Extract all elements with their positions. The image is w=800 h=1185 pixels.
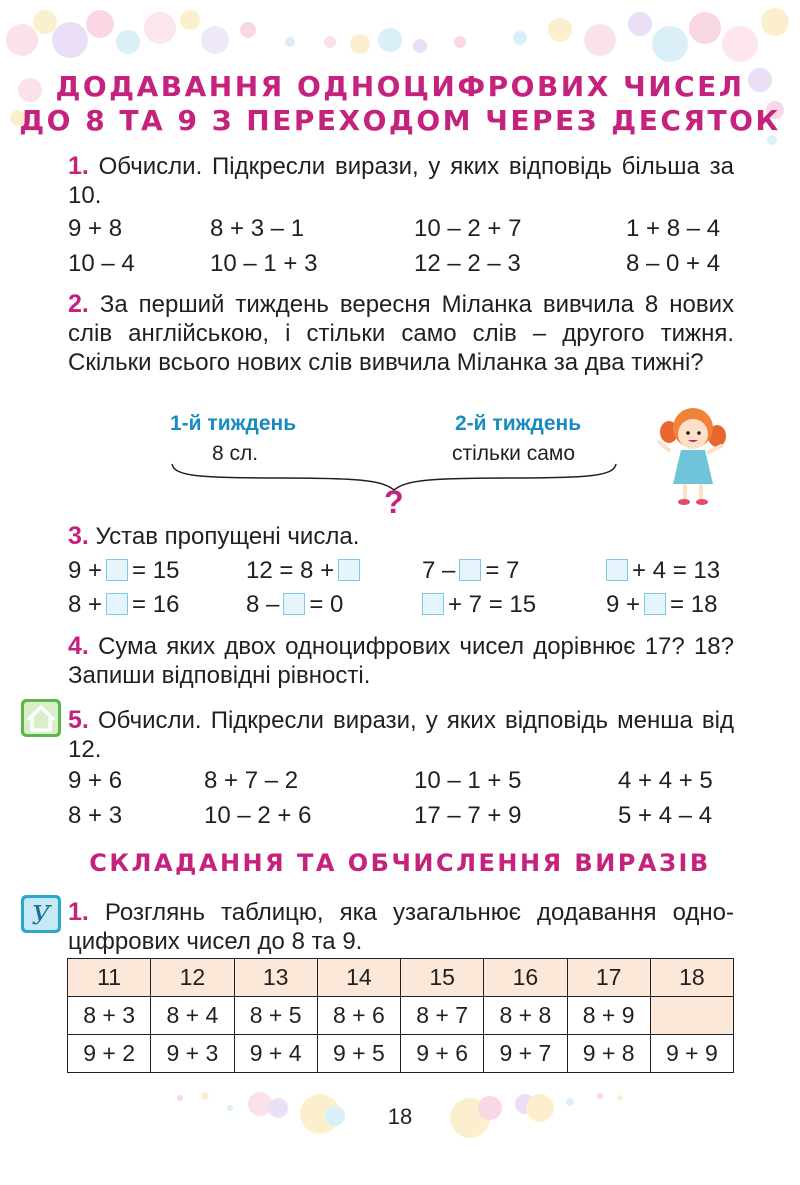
- task5-text: [68, 706, 734, 764]
- task5-expr: 17 – 7 + 9: [414, 802, 522, 829]
- table-cell: 16: [484, 959, 567, 997]
- eq-part: = 18: [670, 591, 718, 618]
- table-cell: 9 + 7: [484, 1035, 567, 1073]
- u-letter-icon: [20, 894, 62, 934]
- task1-expr: 12 – 2 – 3: [414, 250, 521, 277]
- addition-table: [67, 958, 734, 1073]
- answer-box[interactable]: [106, 593, 128, 615]
- table-cell: 18: [650, 959, 733, 997]
- task5-number: 5.: [68, 706, 89, 734]
- eq-part: 8 –: [246, 591, 280, 618]
- table-cell: 8 + 7: [401, 997, 484, 1035]
- table-cell: 8 + 9: [567, 997, 650, 1035]
- table-cell: 9 + 6: [401, 1035, 484, 1073]
- task1-expr: 1 + 8 – 4: [626, 215, 721, 242]
- task5-expr: 5 + 4 – 4: [618, 802, 713, 829]
- task3-equation: [68, 590, 179, 619]
- task3-text: [68, 522, 734, 551]
- home-icon: [20, 698, 62, 738]
- task3-equation: [246, 556, 364, 585]
- task1-expr: 10 – 2 + 7: [414, 215, 522, 242]
- answer-box[interactable]: [283, 593, 305, 615]
- task3-equation: [68, 556, 179, 585]
- eq-part: = 15: [132, 557, 180, 584]
- eq-part: = 16: [132, 591, 180, 618]
- answer-box[interactable]: [422, 593, 444, 615]
- task2-problem: За перший тиждень вересня Міланка вивчила 8 нових слів англійською, і стільки само слів – другого тижня. Скільки всього нових слів вивчила Міланка за два тижні?: [68, 291, 734, 376]
- task1-expr: 10 – 4: [68, 250, 135, 277]
- table-cell: 9 + 9: [650, 1035, 733, 1073]
- table-cell: 9 + 2: [68, 1035, 151, 1073]
- task4-text: [68, 632, 734, 690]
- answer-box[interactable]: [606, 559, 628, 581]
- page-number: 18: [387, 1104, 413, 1129]
- eq-part: + 4 = 13: [632, 557, 721, 584]
- s2-task1-text: [68, 898, 734, 956]
- eq-part: 9 +: [606, 591, 641, 618]
- table-cell: 8 + 5: [234, 997, 317, 1035]
- table-cell: 12: [151, 959, 234, 997]
- eq-part: 7 –: [422, 557, 456, 584]
- table-cell: 17: [567, 959, 650, 997]
- table-cell: 9 + 8: [567, 1035, 650, 1073]
- table-cell: 8 + 3: [68, 997, 151, 1035]
- task5-expr: 8 + 7 – 2: [204, 767, 299, 794]
- table-row: [68, 1035, 734, 1073]
- table-cell: 14: [317, 959, 400, 997]
- task3-equation: [246, 590, 343, 619]
- week2-value: стільки само: [452, 442, 576, 465]
- page-title-line2: ДО 8 ТА 9 З ПЕРЕХОДОМ ЧЕРЕЗ ДЕСЯТОК: [19, 104, 781, 137]
- task1-expr: 10 – 1 + 3: [210, 250, 318, 277]
- task1-number: 1.: [68, 152, 89, 180]
- task5-expr: 10 – 2 + 6: [204, 802, 312, 829]
- task3-number: 3.: [68, 522, 89, 550]
- table-row: [68, 959, 734, 997]
- svg-text:У: У: [31, 901, 51, 931]
- table-cell: 15: [401, 959, 484, 997]
- task5-expr: 10 – 1 + 5: [414, 767, 522, 794]
- task4-number: 4.: [68, 632, 89, 660]
- eq-part: = 0: [309, 591, 344, 618]
- eq-part: 9 +: [68, 557, 103, 584]
- eq-part: = 7: [485, 557, 520, 584]
- page-title: [0, 70, 800, 138]
- eq-part: 8 +: [68, 591, 103, 618]
- task3-equation: [418, 590, 536, 619]
- task5-expr: 8 + 3: [68, 802, 123, 829]
- table-cell: 9 + 5: [317, 1035, 400, 1073]
- task1-expr: 9 + 8: [68, 215, 123, 242]
- task1-instruction: Обчисли. Підкресли вирази, у яких відповідь більша за 10.: [68, 153, 734, 209]
- task1-expr: 8 – 0 + 4: [626, 250, 721, 277]
- task5-instruction: Обчисли. Підкресли вирази, у яких відповідь менша від 12.: [68, 707, 734, 763]
- answer-box[interactable]: [459, 559, 481, 581]
- table-cell: 13: [234, 959, 317, 997]
- answer-box[interactable]: [338, 559, 360, 581]
- eq-part: 12 = 8 +: [246, 557, 335, 584]
- girl-illustration: [655, 402, 735, 510]
- table-cell: 9 + 3: [151, 1035, 234, 1073]
- task2-number: 2.: [68, 290, 89, 318]
- eq-part: + 7 = 15: [448, 591, 537, 618]
- table-cell: 8 + 6: [317, 997, 400, 1035]
- task1-text: [68, 152, 734, 210]
- table-cell: 8 + 8: [484, 997, 567, 1035]
- table-row: [68, 997, 734, 1035]
- task5-expr: 4 + 4 + 5: [618, 767, 713, 794]
- task2-text: [68, 290, 734, 377]
- answer-box[interactable]: [644, 593, 666, 615]
- task3-equation: [602, 556, 720, 585]
- week1-label: 1-й тиждень: [170, 412, 297, 435]
- table-cell: 9 + 4: [234, 1035, 317, 1073]
- table-cell: 8 + 4: [151, 997, 234, 1035]
- week2-label: 2-й тиждень: [455, 412, 582, 435]
- task3-instruction: Устав пропущені числа.: [95, 523, 360, 550]
- answer-box[interactable]: [106, 559, 128, 581]
- task3-equation: [606, 590, 717, 619]
- s2-task1-number: 1.: [68, 898, 89, 926]
- table-cell: 11: [68, 959, 151, 997]
- task1-expr: 8 + 3 – 1: [210, 215, 305, 242]
- task4-problem: Сума яких двох одноцифрових чисел дорівнює 17? 18? Запиши відповідні рівності.: [68, 633, 734, 689]
- page-title-line1: ДОДАВАННЯ ОДНОЦИФРОВИХ ЧИСЕЛ: [55, 70, 745, 103]
- section-title: СКЛАДАННЯ ТА ОБЧИСЛЕННЯ ВИРАЗІВ: [89, 849, 711, 877]
- task5-expr: 9 + 6: [68, 767, 123, 794]
- s2-task1-instruction: Розглянь таблицю, яка узагальнює додавання одноцифрових чисел до 8 та 9.: [68, 899, 734, 955]
- week1-value: 8 сл.: [212, 442, 259, 465]
- question-mark: ?: [384, 484, 404, 520]
- task3-equation: [422, 556, 519, 585]
- table-cell-empty: [650, 997, 733, 1035]
